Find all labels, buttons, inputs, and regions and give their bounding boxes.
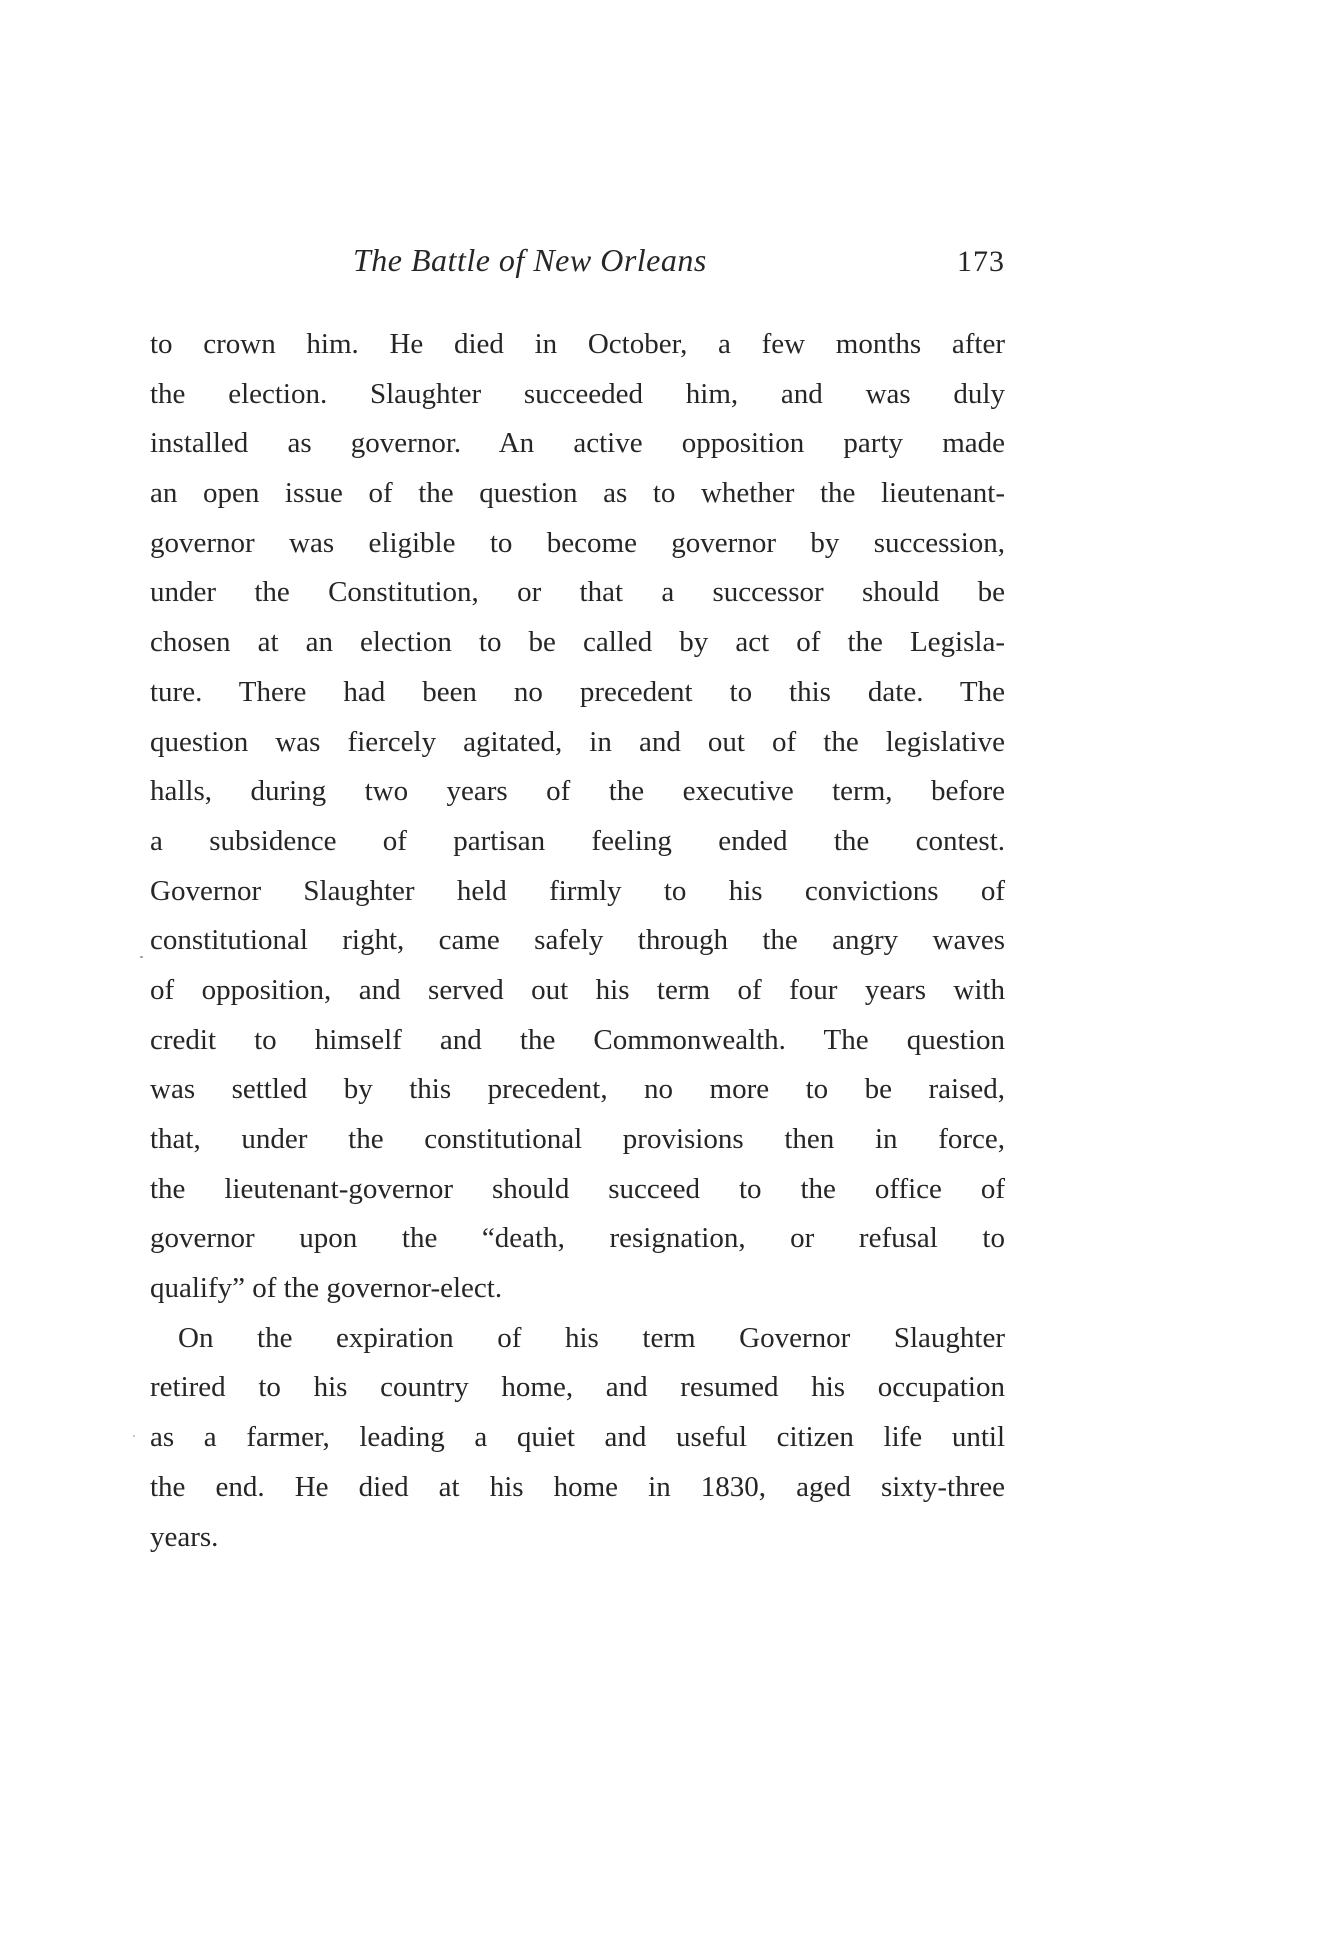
text-line: installed as governor. An active opposition party made bbox=[150, 427, 1005, 460]
text-line: ture. There had been no precedent to this date. The bbox=[150, 675, 1005, 708]
running-head bbox=[150, 238, 1005, 282]
text-line: On the expiration of his term Governor Slaughter bbox=[178, 1321, 1005, 1354]
text-line: governor was eligible to become governor by succession, bbox=[150, 526, 1005, 559]
text-line: an open issue of the question as to whether the lieutenant- bbox=[150, 477, 1005, 510]
text-line: the end. He died at his home in 1830, aged sixty-three bbox=[150, 1470, 1005, 1503]
text-line: that, under the constitutional provisions then in force, bbox=[150, 1123, 1005, 1155]
body-text bbox=[150, 320, 1005, 1562]
text-line: was settled by this precedent, no more to be raised, bbox=[150, 1073, 1005, 1106]
text-line: a subsidence of partisan feeling ended the contest. bbox=[150, 824, 1005, 857]
text-line: governor upon the “death, resignation, or refusal to bbox=[150, 1222, 1005, 1255]
text-line: chosen at an election to be called by act of the Legisla- bbox=[150, 626, 1005, 659]
text-line: under the Constitution, or that a successor should be bbox=[150, 576, 1005, 609]
running-title: The Battle of New Orleans bbox=[353, 242, 707, 278]
text-line: question was fiercely agitated, in and out of the legislative bbox=[150, 725, 1005, 758]
page-number: 173 bbox=[957, 245, 1005, 278]
text-line: of opposition, and served out his term of four years with bbox=[150, 973, 1005, 1006]
text-line: the lieutenant-governor should succeed to the office of bbox=[150, 1172, 1005, 1205]
text-line: retired to his country home, and resumed his occupation bbox=[150, 1371, 1005, 1404]
text-line: as a farmer, leading a quiet and useful citizen life until bbox=[150, 1421, 1005, 1454]
text-line: credit to himself and the Commonwealth. The question bbox=[150, 1023, 1005, 1056]
text-line: years. bbox=[150, 1520, 219, 1553]
scan-speck bbox=[140, 956, 143, 958]
text-line: halls, during two years of the executive term, before bbox=[150, 775, 1005, 808]
text-line: constitutional right, came safely through the angry waves bbox=[150, 924, 1005, 957]
text-line: qualify” of the governor-elect. bbox=[150, 1272, 503, 1305]
text-line: the election. Slaughter succeeded him, and was duly bbox=[150, 377, 1005, 410]
text-line: to crown him. He died in October, a few months after bbox=[150, 328, 1005, 360]
text-line: Governor Slaughter held firmly to his convictions of bbox=[150, 874, 1005, 907]
scan-speck bbox=[133, 1435, 135, 1437]
